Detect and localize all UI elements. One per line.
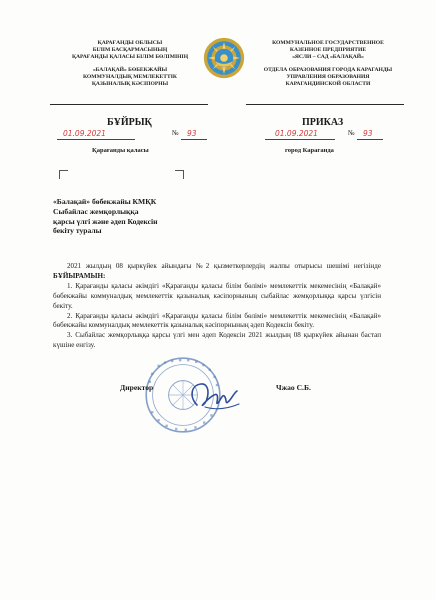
order-label-kk: БҰЙРЫҚ [107, 117, 152, 128]
signature-title: Директор [120, 383, 154, 392]
subject-line3: қарсы үлгі және әдеп Кодексін [53, 216, 158, 226]
header-right-block [258, 40, 398, 88]
handwritten-signature-icon [185, 377, 245, 417]
order-number-left [181, 129, 207, 140]
header-right-line2: КАЗЕННОЕ ПРЕДПРИЯТИЕ [289, 47, 367, 53]
header-left-line4: «БАЛАҚАЙ» БӨБЕКЖАЙЫ [92, 67, 168, 73]
subject-line4: бекіту туралы [53, 226, 102, 236]
order-date-right-value: 01.09.2021 [275, 129, 318, 138]
subject-line2: Сыбайлас жемқорлыққа [53, 206, 139, 216]
city-ru: город Караганда [285, 147, 334, 154]
header-right-line6: КАРАГАНДИНСКОЙ ОБЛАСТИ [285, 81, 371, 87]
body-intro-text: 2021 жылдың 08 қыркүйек айындағы №2 қызметкерлердің жалпы отырысы шешімі негізінде [67, 262, 381, 270]
signature-name: Чжао С.Б. [276, 383, 311, 392]
header-divider-left [50, 104, 208, 105]
header-right-line4: ОТДЕЛА ОБРАЗОВАНИЯ ГОРОДА КАРАГАНДЫ [263, 67, 393, 73]
header-divider-right [246, 104, 404, 105]
order-date-left-line [57, 139, 135, 140]
subject-line1: «Балақай» бөбекжайы КМҚК [53, 197, 157, 206]
order-number-right-value: 93 [363, 129, 373, 138]
order-number-sign-left: № [172, 129, 179, 137]
order-number-right [357, 129, 383, 140]
header-left-line1: ҚАРАҒАНДЫ ОБЛЫСЫ [97, 40, 163, 46]
body-item-2: 2. Қарағанды қаласы әкімдігі «Қарағанды қаласы білім бөлімі» мемлекеттік мекемесінің «Балақай» бөбекжайы коммуналдық мемлекеттік қазыналық кәсіпорнының әдеп Кодексін бекіту. [53, 311, 381, 330]
order-number-sign-right: № [348, 129, 355, 137]
state-emblem-icon [203, 37, 245, 79]
header-right-line1: КОММУНАЛЬНОЕ ГОСУДАРСТВЕННОЕ [272, 40, 384, 46]
header-right-line5: УПРАВЛЕНИЯ ОБРАЗОВАНИЯ [286, 74, 370, 80]
order-label-ru: ПРИКАЗ [302, 117, 344, 128]
header-left-line2: БІЛІМ БАСҚАРМАСЫНЫҢ [92, 47, 168, 53]
order-number-right-line [357, 139, 383, 140]
header-left-block [70, 40, 190, 88]
header-left-line3: ҚАРАҒАНДЫ ҚАЛАСЫ БІЛІМ БӨЛІМІНІҢ [71, 54, 189, 60]
body-item-3: 3. Сыбайлас жемқорлыққа қарсы үлгі мен әдеп Кодексін 2021 жылдың 08 қыркүйек айынан бастап күшіне енгізу. [53, 331, 381, 350]
order-date-right-line [265, 139, 335, 140]
order-body [53, 262, 381, 351]
header-left-line6: ҚАЗЫНАЛЫҚ КӘСІПОРНЫ [91, 81, 169, 87]
body-intro-command: БҰЙЫРАМЫН: [53, 271, 106, 280]
order-number-left-line [181, 139, 207, 140]
header-left-line5: КОММУНАЛДЫҚ МЕМЛЕКЕТТІК [83, 74, 177, 80]
city-kk: Қарағанды қаласы [92, 147, 149, 154]
order-subject [53, 197, 253, 236]
body-item-1: 1. Қарағанды қаласы әкімдігі «Қарағанды қаласы білім бөлімі» мемлекеттік мекемесінің «Балақай» бөбекжайы коммуналдық мемлекеттік қазыналық кәсіпорнының сыбайлас жемқорлыққа қарсы үлгісін бекіту. [53, 281, 381, 310]
body-intro [53, 262, 381, 282]
header-right-line3: «ЯСЛИ – САД «БАЛАҚАЙ» [292, 54, 364, 60]
order-number-left-value: 93 [187, 129, 197, 138]
order-date-left-value: 01.09.2021 [63, 129, 106, 138]
corner-bracket-left [59, 170, 68, 179]
order-date-right [265, 129, 337, 140]
order-date-left [57, 129, 137, 140]
corner-bracket-right [175, 170, 184, 179]
